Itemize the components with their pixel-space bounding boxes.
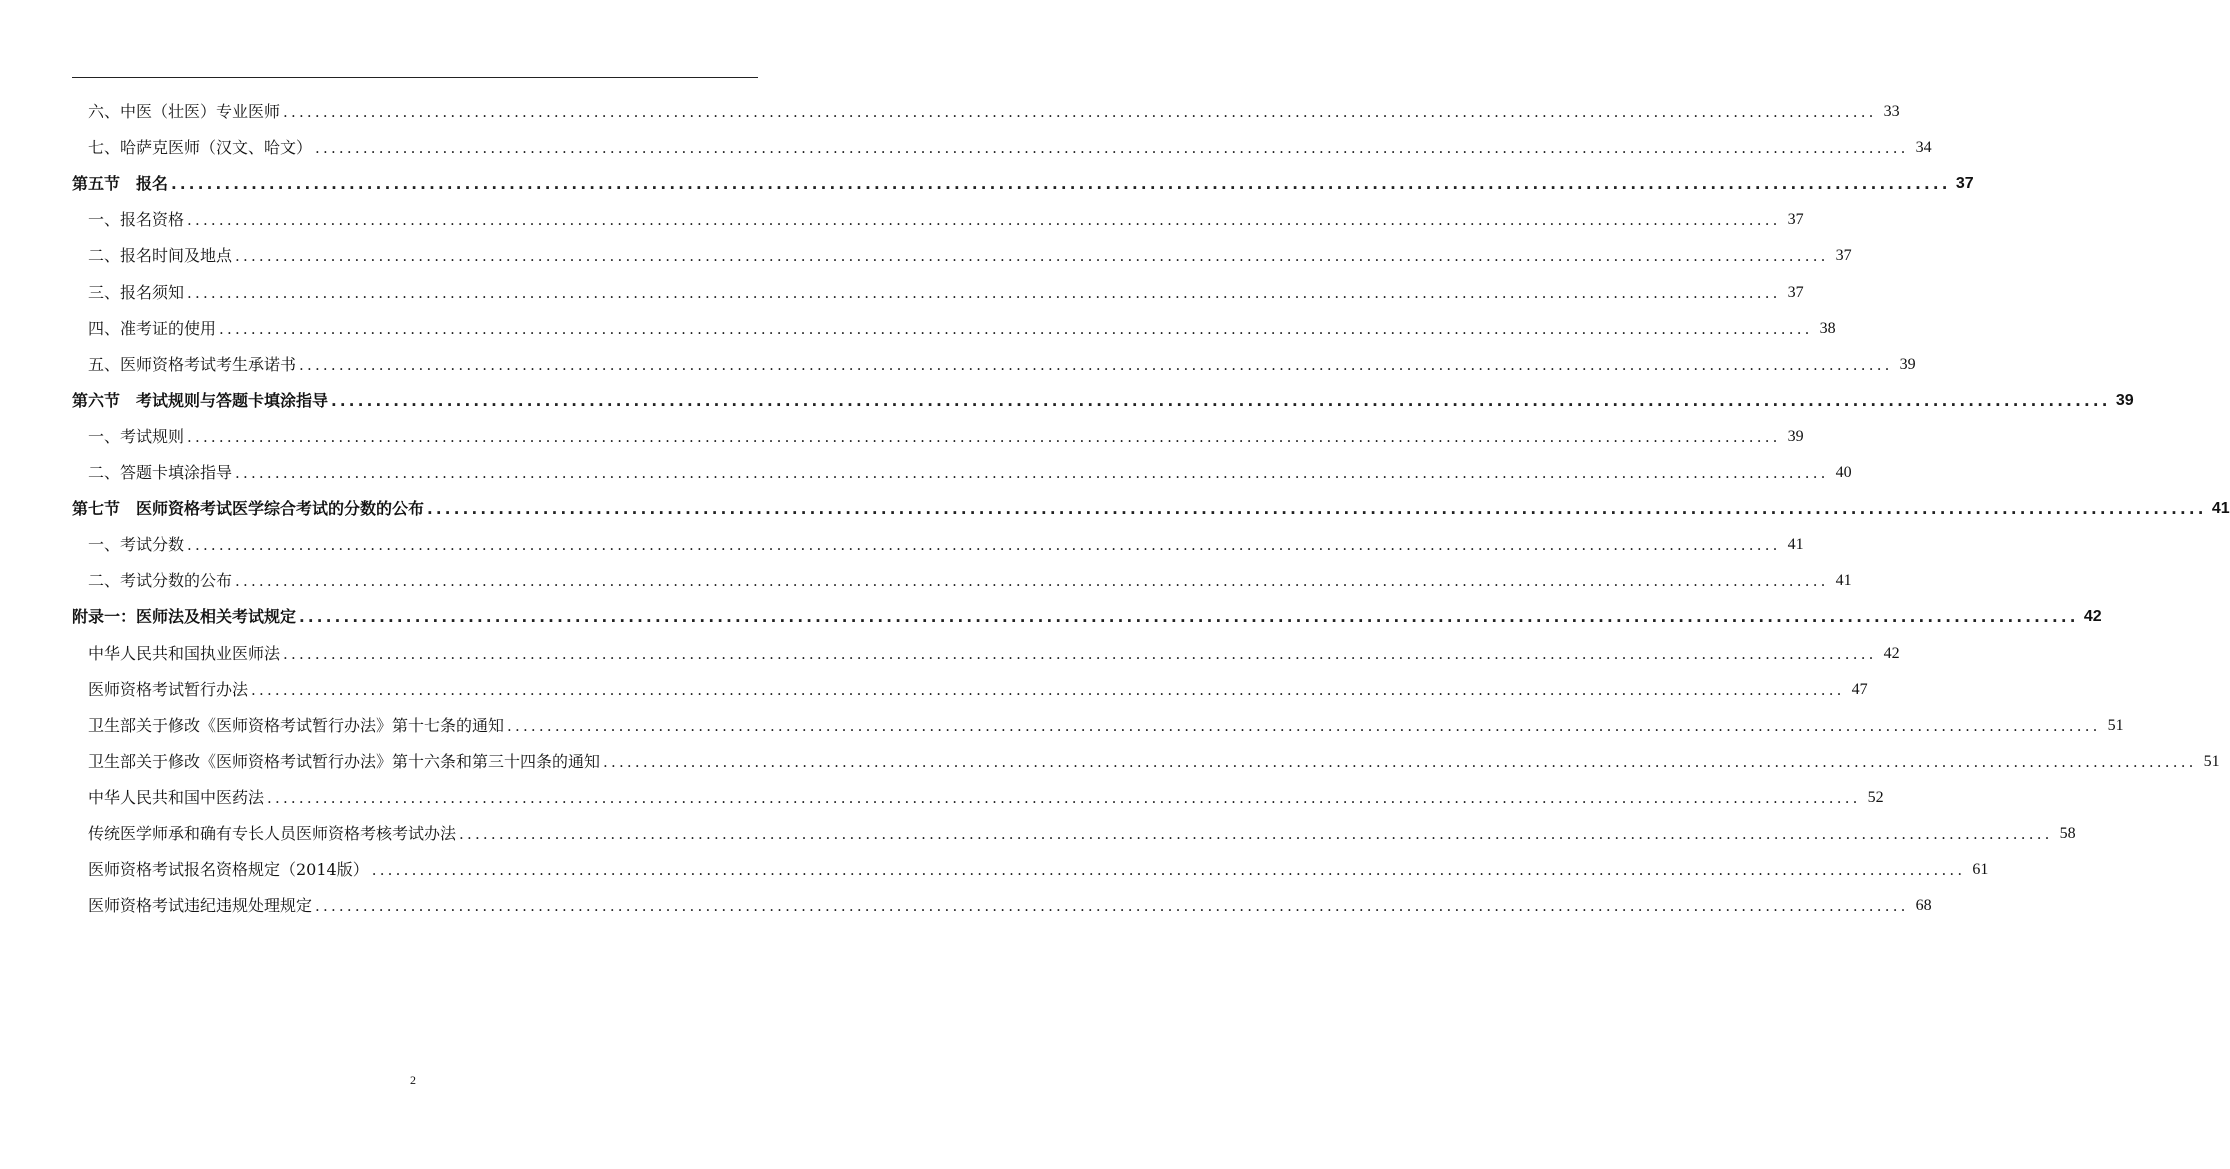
toc-entry[interactable]	[72, 886, 1932, 922]
toc-entry-page: 61	[1972, 861, 1989, 879]
toc-entry[interactable]	[72, 778, 1884, 814]
toc-entry-page: 58	[2059, 824, 2076, 842]
toc-entry-page: 42	[2083, 608, 2102, 626]
page-number: 2	[410, 1073, 416, 1087]
toc-entry-title: 一、报名资格	[88, 210, 185, 230]
toc-entry-page: 41	[2211, 500, 2230, 518]
dot-leader: ........................................................................................................................................................................................................	[235, 247, 1829, 266]
toc-entry[interactable]	[72, 272, 1804, 308]
toc-entry-page: 39	[1787, 427, 1804, 445]
toc-entry-page: 52	[1867, 788, 1884, 806]
toc-entry[interactable]	[72, 706, 2124, 742]
toc-section-entry[interactable]	[72, 489, 2230, 525]
toc-entry[interactable]	[72, 561, 1852, 597]
toc-entry-title: 第五节 报名	[72, 174, 169, 194]
toc-entry-title: 一、考试规则	[88, 426, 185, 446]
dot-leader: ........................................................................................................................................................................................................	[187, 427, 1781, 446]
table-of-contents	[72, 92, 2230, 922]
toc-entry[interactable]	[72, 814, 2076, 850]
toc-entry-page: 34	[1915, 139, 1932, 157]
toc-entry-title: 二、考试分数的公布	[88, 571, 233, 591]
dot-leader: ........................................................................................................................................................................................................	[371, 861, 1966, 880]
toc-entry[interactable]	[72, 417, 1804, 453]
dot-leader: ........................................................................................................................................................................................................	[299, 355, 1893, 374]
toc-entry-title: 二、答题卡填涂指导	[88, 463, 233, 483]
toc-entry-page: 41	[1787, 536, 1804, 554]
dot-leader: ........................................................................................................................................................................................................	[187, 536, 1781, 555]
toc-entry-page: 38	[1819, 319, 1836, 337]
toc-entry[interactable]	[72, 92, 1900, 128]
toc-entry-title: 二、报名时间及地点	[88, 246, 233, 266]
toc-entry-title: 医师资格考试暂行办法	[88, 679, 249, 699]
dot-leader: ........................................................................................................................................................................................................	[507, 716, 2101, 735]
dot-leader: ........................................................................................................................................................................................................	[315, 897, 1909, 916]
toc-entry-title: 附录一：医师法及相关考试规定	[72, 607, 297, 627]
toc-section-entry[interactable]	[72, 597, 2102, 633]
toc-entry-page: 41	[1835, 572, 1852, 590]
toc-entry[interactable]	[72, 525, 1804, 561]
toc-entry-title: 中华人民共和国中医药法	[88, 787, 265, 807]
toc-entry-page: 39	[2115, 391, 2134, 409]
dot-leader: ........................................................................................................................................................................................................	[187, 211, 1781, 230]
dot-leader: ........................................................................................................................................................................................................	[219, 319, 1813, 338]
toc-entry-page: 37	[1835, 247, 1852, 265]
toc-entry-page: 39	[1899, 355, 1916, 373]
header-rule	[72, 77, 758, 78]
toc-entry-title: 第六节 考试规则与答题卡填涂指导	[72, 390, 329, 410]
toc-entry[interactable]	[72, 236, 1852, 272]
dot-leader: ........................................................................................................................................................................................................	[235, 464, 1829, 483]
dot-leader: ........................................................................................................................................................................................................	[331, 391, 2111, 410]
toc-entry-title: 一、考试分数	[88, 535, 185, 555]
toc-entry-page: 51	[2203, 752, 2220, 770]
toc-entry-page: 37	[1787, 211, 1804, 229]
dot-leader: ........................................................................................................................................................................................................	[235, 572, 1829, 591]
toc-entry-page: 68	[1915, 897, 1932, 915]
toc-entry[interactable]	[72, 670, 1868, 706]
toc-entry-title: 中华人民共和国执业医师法	[88, 643, 281, 663]
toc-entry-page: 37	[1955, 175, 1974, 193]
toc-entry-page: 47	[1851, 680, 1868, 698]
dot-leader: ........................................................................................................................................................................................................	[459, 824, 2053, 843]
toc-entry[interactable]	[72, 633, 1900, 669]
toc-section-entry[interactable]	[72, 381, 2134, 417]
toc-entry-title: 六、中医（壮医）专业医师	[88, 102, 281, 122]
toc-entry-page: 51	[2107, 716, 2124, 734]
toc-section-entry[interactable]	[72, 164, 1974, 200]
toc-entry-title: 医师资格考试违纪违规处理规定	[88, 896, 313, 916]
toc-entry-title: 四、准考证的使用	[88, 318, 217, 338]
dot-leader: ........................................................................................................................................................................................................	[267, 788, 1861, 807]
dot-leader: ........................................................................................................................................................................................................	[251, 680, 1845, 699]
toc-entry[interactable]	[72, 453, 1852, 489]
toc-entry-title: 第七节 医师资格考试医学综合考试的分数的公布	[72, 499, 425, 519]
toc-entry[interactable]	[72, 345, 1916, 381]
toc-entry-page: 40	[1835, 464, 1852, 482]
dot-leader: ........................................................................................................................................................................................................	[283, 644, 1877, 663]
toc-entry-title: 卫生部关于修改《医师资格考试暂行办法》第十七条的通知	[88, 715, 505, 735]
dot-leader: ........................................................................................................................................................................................................	[427, 500, 2207, 519]
toc-entry-page: 37	[1787, 283, 1804, 301]
toc-entry-title: 五、医师资格考试考生承诺书	[88, 354, 297, 374]
toc-entry[interactable]	[72, 850, 1989, 886]
toc-entry[interactable]	[72, 200, 1804, 236]
toc-entry[interactable]	[72, 309, 1836, 345]
dot-leader: ........................................................................................................................................................................................................	[187, 283, 1781, 302]
toc-entry[interactable]	[72, 128, 1932, 164]
dot-leader: ........................................................................................................................................................................................................	[603, 752, 2197, 771]
toc-entry-title: 卫生部关于修改《医师资格考试暂行办法》第十六条和第三十四条的通知	[88, 751, 601, 771]
toc-entry[interactable]	[72, 742, 2220, 778]
toc-entry-title: 三、报名须知	[88, 282, 185, 302]
dot-leader: ........................................................................................................................................................................................................	[283, 103, 1877, 122]
dot-leader: ........................................................................................................................................................................................................	[299, 608, 2079, 627]
toc-entry-page: 42	[1883, 644, 1900, 662]
dot-leader: ........................................................................................................................................................................................................	[171, 175, 1951, 194]
toc-entry-page: 33	[1883, 103, 1900, 121]
dot-leader: ........................................................................................................................................................................................................	[315, 139, 1909, 158]
toc-entry-title: 传统医学师承和确有专长人员医师资格考核考试办法	[88, 823, 457, 843]
toc-entry-title: 医师资格考试报名资格规定（2014版）	[88, 860, 369, 880]
toc-entry-title: 七、哈萨克医师（汉文、哈文）	[88, 138, 313, 158]
